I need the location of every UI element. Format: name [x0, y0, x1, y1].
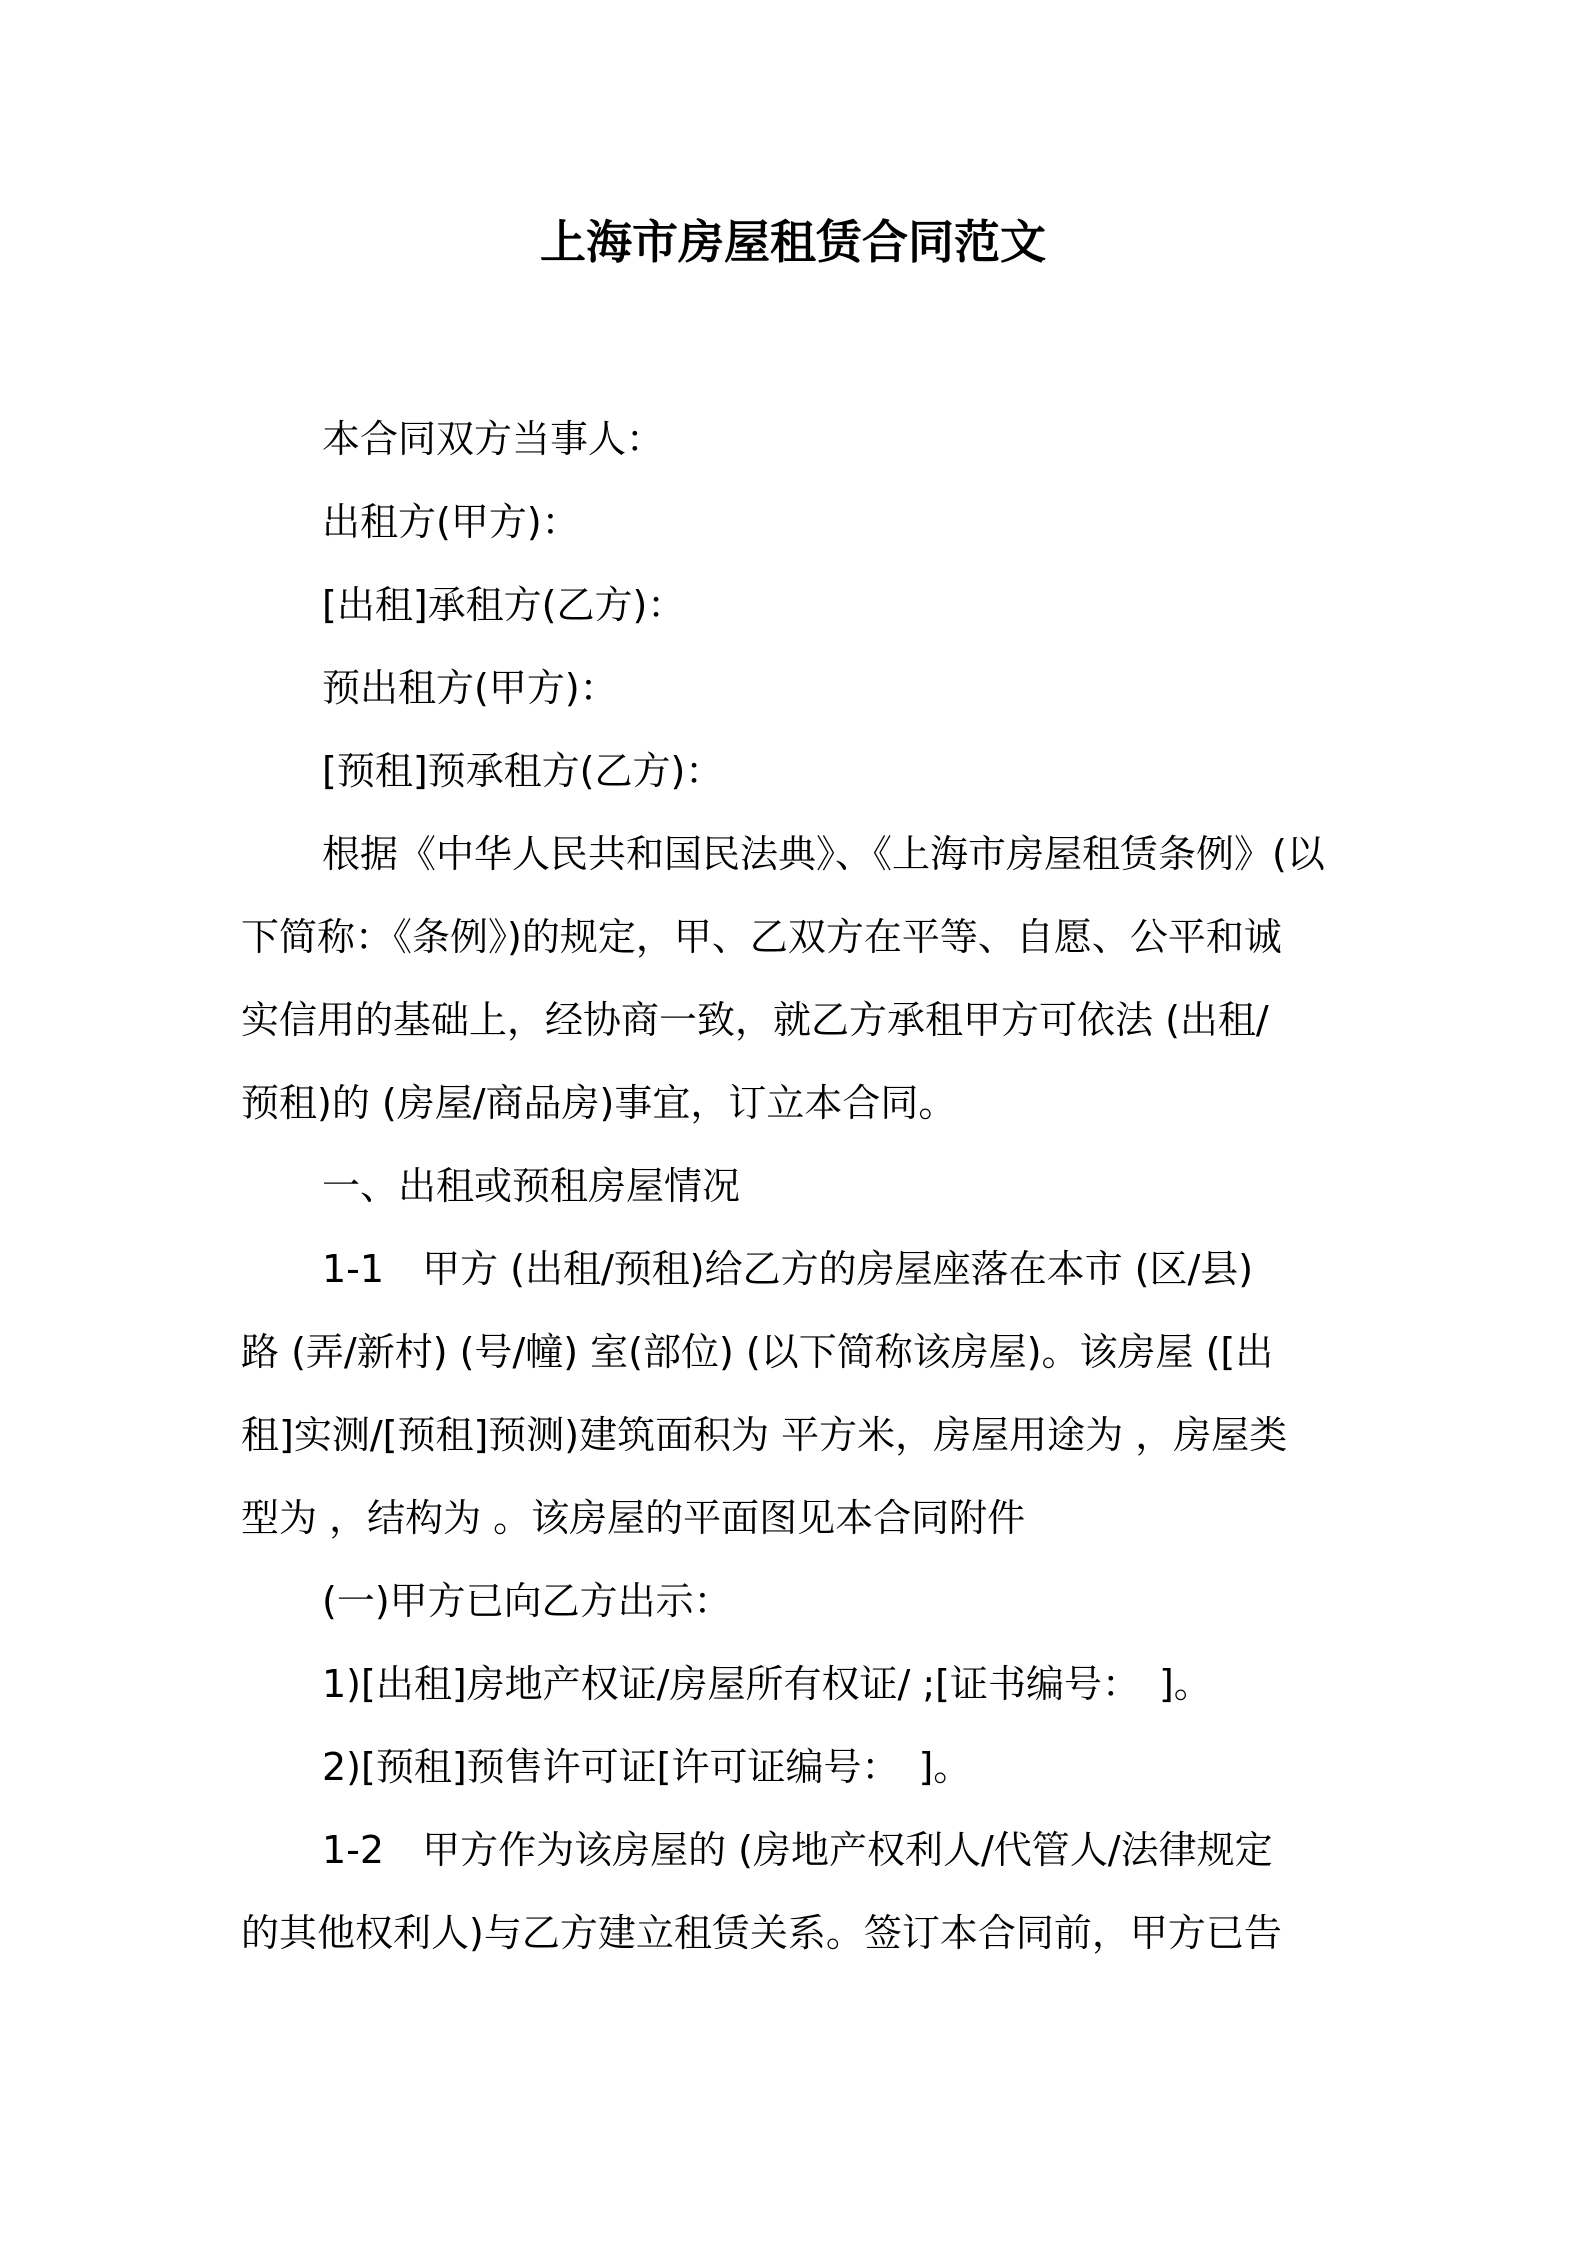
clause-1-2-line-2: 的其他权利人)与乙方建立租赁关系。签订本合同前，甲方已告 [241, 1911, 1282, 1955]
pre-lessee-party-b: [预租]预承租方(乙方)： [322, 749, 724, 793]
lessor-party-a: 出租方(甲方)： [322, 500, 580, 544]
clause-1-1-line-3: 租]实测/[预租]预测)建筑面积为 平方米，房屋用途为 ，房屋类 [241, 1413, 1288, 1457]
lessee-party-b: [出租]承租方(乙方)： [322, 583, 686, 627]
document-title: 上海市房屋租赁合同范文 [540, 215, 1046, 269]
parties-heading: 本合同双方当事人： [322, 417, 665, 461]
sub-item-2-presale: 2)[预租]预售许可证[许可证编号： ]。 [322, 1745, 972, 1789]
preamble-line-1: 根据《中华人民共和国民法典》、《上海市房屋租赁条例》(以 [322, 832, 1325, 876]
preamble-line-2: 下简称：《条例》)的规定，甲、乙双方在平等、自愿、公平和诚 [241, 915, 1282, 959]
pre-lessor-party-a: 预出租方(甲方)： [322, 666, 618, 710]
preamble-line-4: 预租)的 (房屋/商品房)事宜，订立本合同。 [241, 1081, 957, 1125]
sub-item-1-certificate: 1)[出租]房地产权证/房屋所有权证/ ;[证书编号： ]。 [322, 1662, 1212, 1706]
clause-1-1-line-2: 路 (弄/新村) (号/幢) 室(部位) (以下简称该房屋)。该房屋 ([出 [241, 1330, 1274, 1374]
clause-1-2-line-1: 1-2 甲方作为该房屋的 (房地产权利人/代管人/法律规定 [322, 1828, 1273, 1872]
preamble-line-3: 实信用的基础上，经协商一致，就乙方承租甲方可依法 (出租/ [241, 998, 1269, 1042]
sub-item-1-heading: (一)甲方已向乙方出示： [322, 1579, 732, 1623]
clause-1-1-line-1: 1-1 甲方 (出租/预租)给乙方的房屋座落在本市 (区/县) [322, 1247, 1254, 1291]
section-1-heading: 一、出租或预租房屋情况 [322, 1164, 741, 1208]
clause-1-1-line-4: 型为 ，结构为 。该房屋的平面图见本合同附件 [241, 1496, 1026, 1540]
